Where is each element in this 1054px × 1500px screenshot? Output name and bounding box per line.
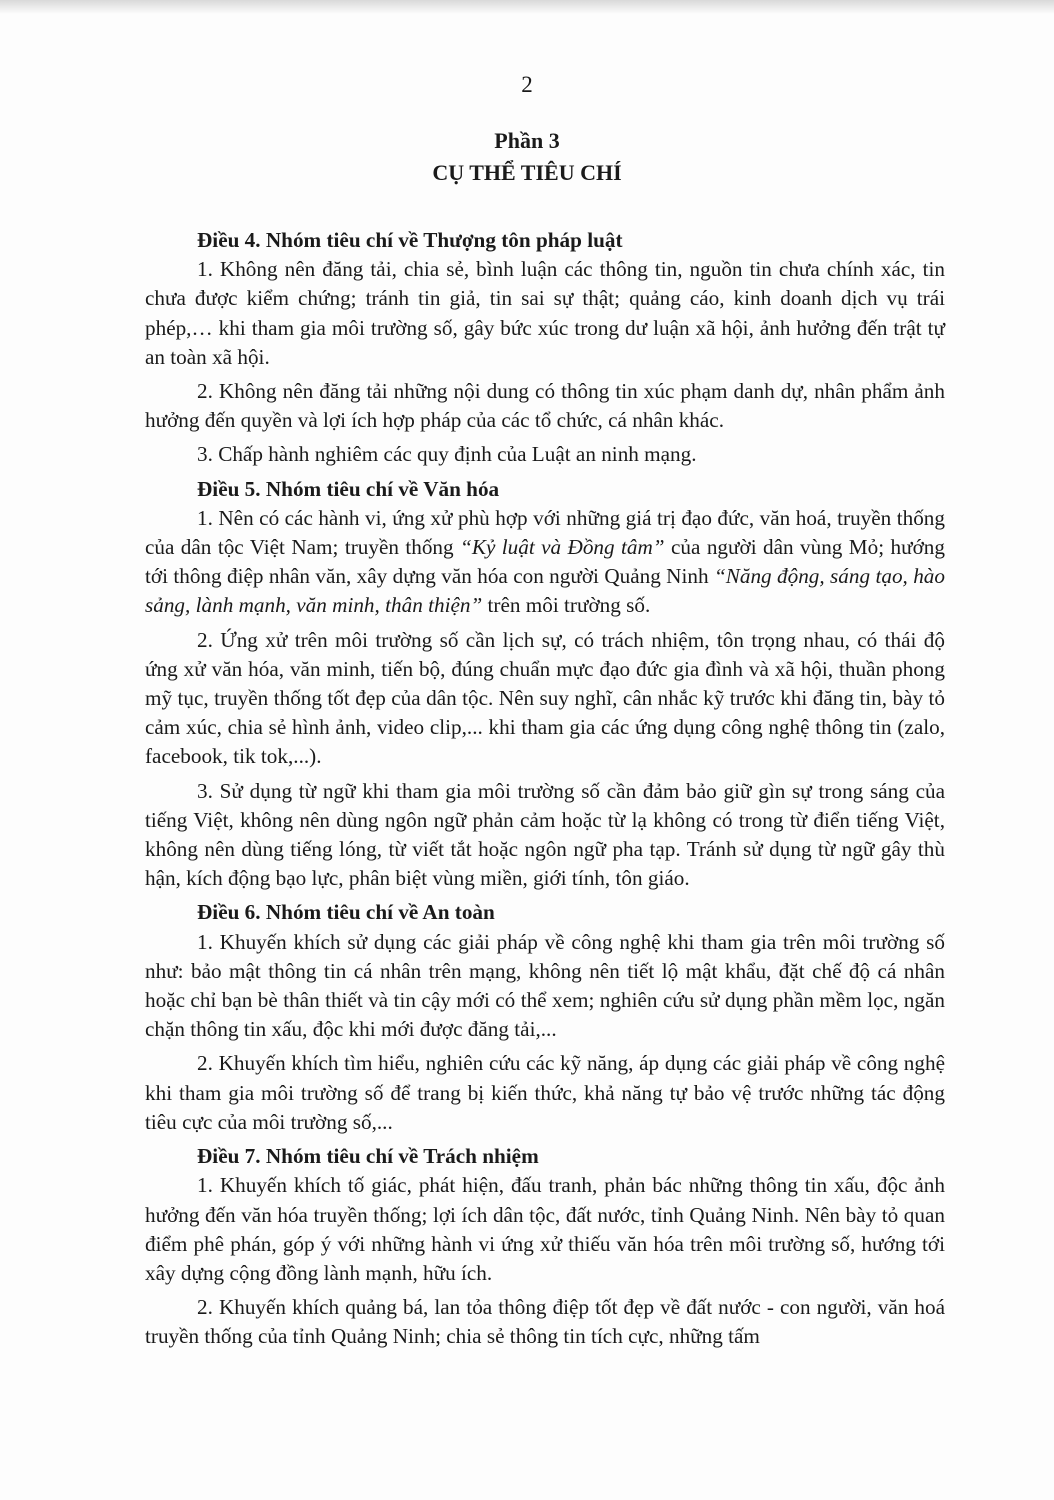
paragraph: 1. Khuyến khích sử dụng các giải pháp về công nghệ khi tham gia trên môi trường số như: bảo mật thông tin cá nhân trên mạng, không nên tiết lộ mật khẩu, đặt chế độ cá nhân hoặc chỉ bạn bè thân thiết và tin cậy mới có thể xem; nghiên cứu sử dụng phần mềm lọc, ngăn chặn thông tin xấu, độc khi mới được đăng tải,... bbox=[145, 929, 945, 1042]
article-title: Điều 7. Nhóm tiêu chí về Trách nhiệm bbox=[197, 1144, 539, 1169]
paragraph: 3. Chấp hành nghiêm các quy định của Luật an ninh mạng. bbox=[197, 442, 697, 467]
paragraph: 1. Không nên đăng tải, chia sẻ, bình luận các thông tin, nguồn tin chưa chính xác, tin chưa được kiểm chứng; tránh tin giả, tin sai sự thật; quảng cáo, kinh doanh dịch vụ trái phép,… khi tham gia môi trường số, gây bức xúc trong dư luận xã hội, ảnh hưởng đến trật tự an toàn xã hội. bbox=[145, 257, 945, 369]
article-title: Điều 4. Nhóm tiêu chí về Thượng tôn pháp luật bbox=[197, 228, 623, 252]
article-title: Điều 6. Nhóm tiêu chí về An toàn bbox=[197, 900, 495, 925]
paragraph: 2. Khuyến khích tìm hiểu, nghiên cứu các kỹ năng, áp dụng các giải pháp về công nghệ khi tham gia môi trường số để trang bị kiến thức, khả năng tự bảo vệ trước những tác động tiêu cực của môi trường số,... bbox=[145, 1051, 945, 1134]
text-run: 1. Nên có các hành vi, ứng xử phù hợp với những giá trị đạo đức, văn hoá, truyền thống của dân tộc Việt Nam; truyền thống bbox=[145, 505, 945, 560]
quoted-motto: “Kỷ luật và Đồng tâm” bbox=[460, 535, 665, 560]
article-7 bbox=[145, 1142, 945, 1351]
part-subtitle: CỤ THỂ TIÊU CHÍ bbox=[432, 160, 622, 185]
paragraph: 2. Không nên đăng tải những nội dung có thông tin xúc phạm danh dự, nhân phẩm ảnh hưởng đến quyền và lợi ích hợp pháp của các tổ chức, cá nhân khác. bbox=[145, 379, 945, 433]
article-6 bbox=[145, 898, 945, 1137]
page-number: 2 bbox=[521, 72, 533, 97]
paragraph bbox=[145, 504, 945, 621]
paragraph: 2. Ứng xử trên môi trường số cần lịch sự, có trách nhiệm, tôn trọng nhau, có thái độ ứng xử văn hóa, văn minh, tiến bộ, đúng chuẩn mực đạo đức gia đình và xã hội, thuần phong mỹ tục, truyền thống tốt đẹp của dân tộc. Nên suy nghĩ, cân nhắc kỹ trước khi đăng tin, bày tỏ cảm xúc, chia sẻ hình ảnh, video clip,... khi tham gia các ứng dụng công nghệ thông tin (zalo, facebook, tik tok,...). bbox=[145, 627, 945, 769]
part-title: Phần 3 bbox=[494, 128, 560, 153]
document-body bbox=[145, 226, 945, 1357]
article-5 bbox=[145, 475, 945, 894]
article-title: Điều 5. Nhóm tiêu chí về Văn hóa bbox=[197, 476, 500, 501]
paragraph: 2. Khuyến khích quảng bá, lan tỏa thông điệp tốt đẹp về đất nước - con người, văn hoá truyền thống của tỉnh Quảng Ninh; chia sẻ thông tin tích cực, những tấm bbox=[145, 1295, 945, 1349]
quoted-motto: “Năng động, sáng tạo, hào sảng, lành mạnh, văn minh, thân thiện” bbox=[145, 564, 945, 618]
paragraph: 3. Sử dụng từ ngữ khi tham gia môi trường số cần đảm bảo giữ gìn sự trong sáng của tiếng Việt, không nên dùng ngôn ngữ phản cảm hoặc từ lạ không có trong từ điển tiếng Việt, không nên dùng tiếng lóng, từ viết tắt hoặc ngôn ngữ pha tạp. Tránh sử dụng từ ngữ gây thù hận, kích động bạo lực, phân biệt vùng miền, giới tính, tôn giáo. bbox=[145, 778, 945, 891]
article-4 bbox=[145, 226, 945, 470]
text-run: trên môi trường số. bbox=[482, 593, 651, 618]
paragraph: 1. Khuyến khích tố giác, phát hiện, đấu tranh, phản bác những thông tin xấu, độc ảnh hưởng đến văn hóa truyền thống; lợi ích dân tộc, đất nước, tỉnh Quảng Ninh. Nên bày tỏ quan điểm phê phán, góp ý với những hành vi ứng xử thiếu văn hóa trên môi trường số, hướng tới xây dựng cộng đồng lành mạnh, hữu ích. bbox=[145, 1173, 945, 1285]
scan-edge-shadow bbox=[0, 0, 1054, 14]
text-run: của người dân vùng Mỏ; hướng tới thông điệp nhân văn, xây dựng văn hóa con người Quảng Ninh bbox=[145, 535, 945, 589]
